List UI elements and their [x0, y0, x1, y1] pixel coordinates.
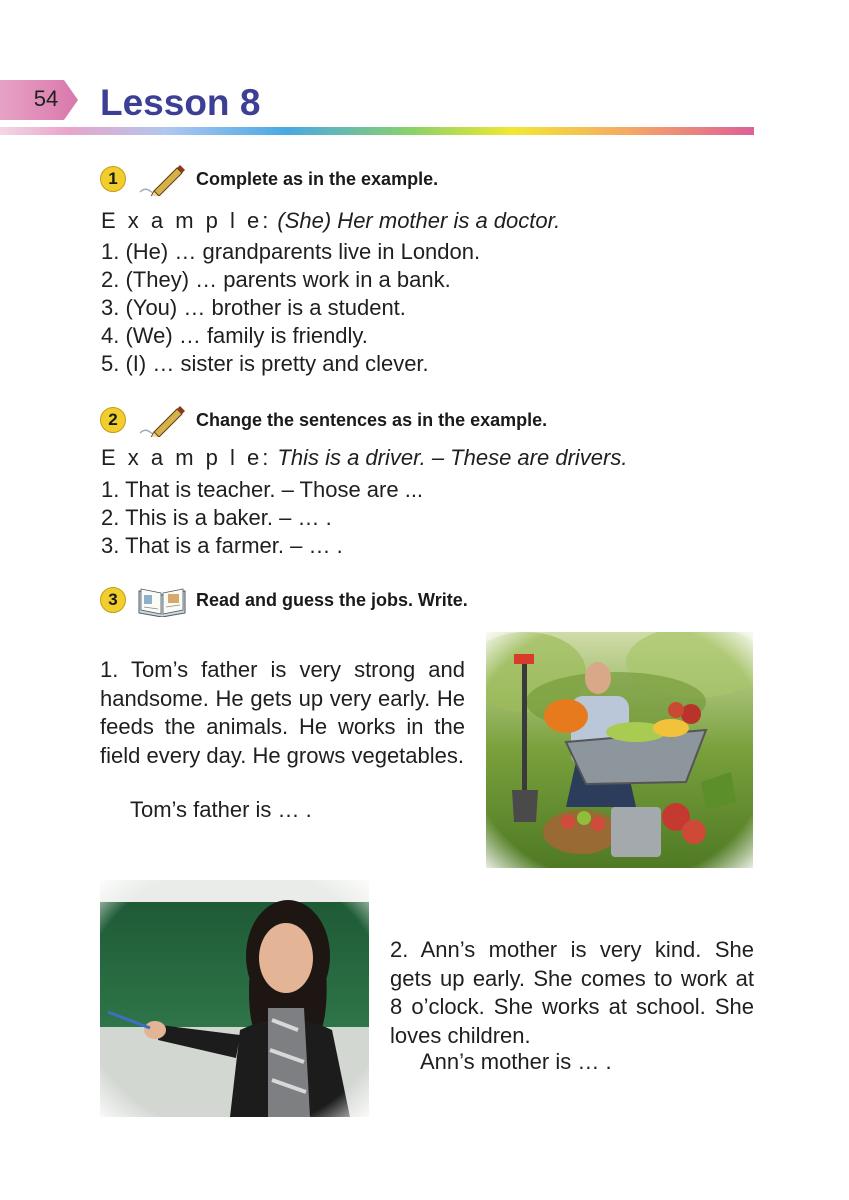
exercise-1-item: 4. (We) … family is friendly. — [101, 323, 368, 348]
exercise-2-header — [100, 403, 547, 437]
exercise-number-badge: 1 — [100, 166, 126, 192]
exercise-3-answer-2: Ann’s mother is … . — [420, 1049, 612, 1074]
exercise-number-badge: 3 — [100, 587, 126, 613]
exercise-2-example — [101, 444, 627, 472]
example-text: (She) Her mother is a doctor. — [277, 208, 561, 233]
exercise-number-badge: 2 — [100, 407, 126, 433]
exercise-1-item: 5. (I) … sister is pretty and clever. — [101, 351, 429, 376]
exercise-1-item: 1. (He) … grandparents live in London. — [101, 239, 481, 264]
page-number: 54 — [33, 86, 59, 111]
exercise-2-item: 2. This is a baker. – … . — [101, 505, 332, 530]
lesson-title: Lesson 8 — [100, 82, 261, 123]
farmer-photo — [486, 632, 753, 868]
example-text: This is a driver. – These are drivers. — [277, 445, 628, 470]
open-book-icon — [136, 583, 188, 617]
example-label: E x a m p l e: — [101, 208, 272, 233]
pencil-icon — [136, 162, 188, 196]
exercise-3-answer-1: Tom’s father is … . — [130, 797, 312, 822]
exercise-3-text-1: 1. Tom’s father is very strong and handsome. He gets up very early. He feeds the animals. He works in the field every day. He grows vegetables. — [100, 657, 465, 768]
exercise-1-instruction: Complete as in the example. — [196, 168, 439, 189]
exercise-1-header — [100, 162, 438, 196]
exercise-1-item: 3. (You) … brother is a student. — [101, 295, 406, 320]
exercise-2-item: 1. That is teacher. – Those are ... — [101, 477, 424, 502]
exercise-1-example — [101, 207, 560, 235]
header-divider — [0, 127, 754, 135]
exercise-2-item: 3. That is a farmer. – … . — [101, 533, 343, 558]
exercise-1-item: 2. (They) … parents work in a bank. — [101, 267, 451, 292]
exercise-3-text-2: 2. Ann’s mother is very kind. She gets up early. She comes to work at 8 o’clock. She works at school. She loves children. — [390, 937, 754, 1048]
example-label: E x a m p l e: — [101, 445, 272, 470]
exercise-3-header — [100, 583, 468, 617]
exercise-2-instruction: Change the sentences as in the example. — [196, 409, 548, 430]
pencil-icon — [136, 403, 188, 437]
teacher-photo — [100, 880, 369, 1117]
exercise-3-instruction: Read and guess the jobs. Write. — [196, 589, 468, 610]
